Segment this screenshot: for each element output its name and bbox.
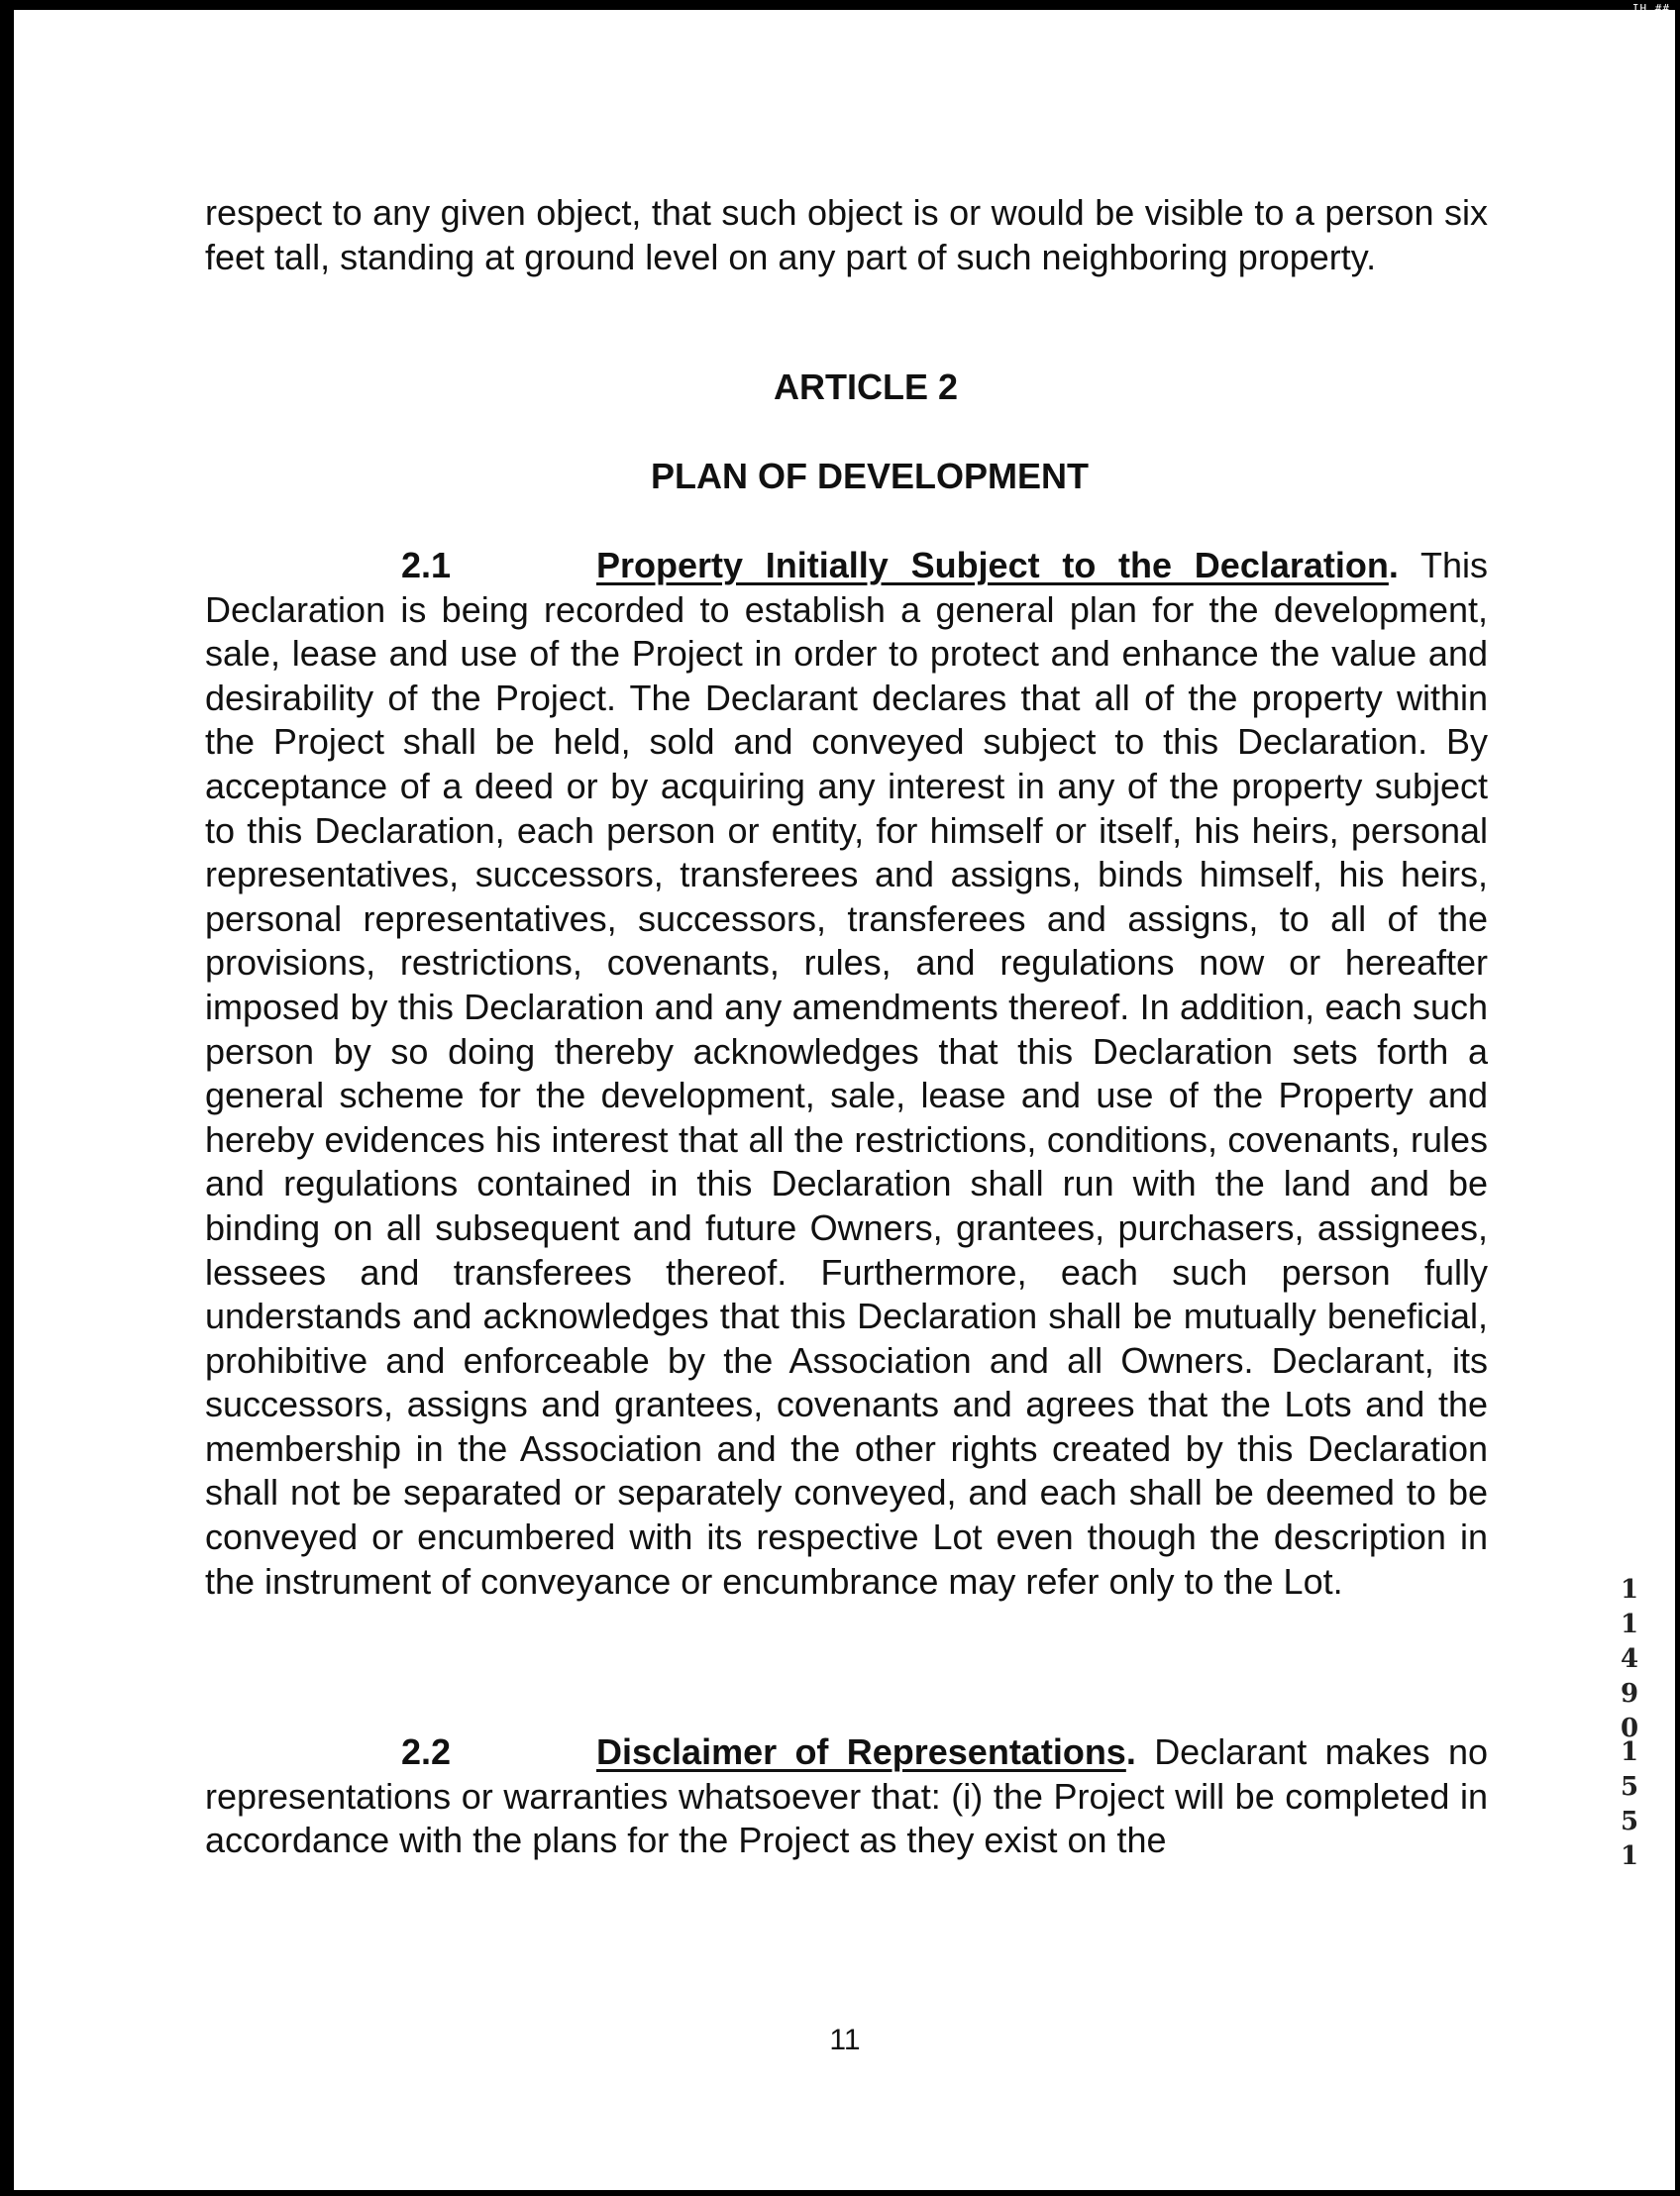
margin-stamp-upper bbox=[1615, 1573, 1644, 1746]
margin-stamp-lower bbox=[1615, 1735, 1644, 1874]
scan-edge-left bbox=[0, 0, 14, 2196]
stamp-digit: 5 bbox=[1620, 1807, 1639, 1836]
section-2-1: 2.1 Property Initially Subject to the Declaration. This Declaration is being recorded to establish a general plan for the development, sale, lease and use of the Project in order to protect and enhance the value and desirability of the Project. The Declarant declares that all of the property within the Project shall be held, sold and conveyed subject to this Declaration. By acceptance of a deed or by acquiring any interest in any of the property subject to this Declaration, each person or entity, for himself or itself, his heirs, personal representatives, successors, transferees and assigns, binds himself, his heirs, personal representatives, successors, transferees and assigns, to all of the provisions, restrictions, covenants, rules, and regulations now or hereafter imposed by this Declaration and any amendments thereof. In addition, each such person by so doing thereby acknowledges that this Declaration sets forth a general scheme for the development, sale, lease and use of the Property and hereby evidences his interest that all the restrictions, conditions, covenants, rules and regulations contained in this Declaration shall run with the land and be binding on all subsequent and future Owners, grantees, purchasers, assignees, lessees and transferees thereof. Furthermore, each such person fully understands and acknowledges that this Declaration shall be mutually beneficial, prohibitive and enforceable by the Association and all Owners. Declarant, its successors, assigns and grantees, covenants and agrees that the Lots and the membership in the Association and the other rights created by this Declaration shall not be separated or separately conveyed, and each shall be deemed to be conveyed or encumbered with its respective Lot even though the description in the instrument of conveyance or encumbrance may refer only to the Lot. bbox=[205, 545, 1488, 1602]
scan-edge-bottom bbox=[0, 2190, 1680, 2196]
section-text: This Declaration is being recorded to establish a general plan for the development, sale, lease and use of the Project in order to protect and enhance the value and desirability of the Project. The Declarant declares that all of the property within the Project shall be held, sold and conveyed subject to this Declaration. By acceptance of a deed or by acquiring any interest in any of the property subject to this Declaration, each person or entity, for himself or itself, his heirs, personal representatives, successors, transferees and assigns, binds himself, his heirs, personal representatives, successors, transferees and assigns, to all of the provisions, restrictions, covenants, rules, and regulations now or hereafter imposed by this Declaration and any amendments thereof. In addition, each such person by so doing thereby acknowledges that this Declaration sets forth a general scheme for the development, sale, lease and use of the Property and hereby evidences his interest that all the restrictions, conditions, covenants, rules and regulations contained in this Declaration shall run with the land and be binding on all subsequent and future Owners, grantees, purchasers, assignees, lessees and transferees thereof. Furthermore, each such person fully understands and acknowledges that this Declaration shall be mutually beneficial, prohibitive and enforceable by the Association and all Owners. Declarant, its successors, assigns and grantees, covenants and agrees that the Lots and the membership in the Association and the other rights created by this Declaration shall not be separated or separately conveyed, and each shall be deemed to be conveyed or encumbered with its respective Lot even though the description in the instrument of conveyance or encumbrance may refer only to the Lot. bbox=[205, 545, 1488, 1602]
section-text: Declarant makes no representations or warranties whatsoever that: (i) the Project will be completed in accordance with the plans for the Project as they exist on the bbox=[205, 1731, 1488, 1861]
stamp-digit: 5 bbox=[1620, 1772, 1639, 1802]
scan-edge-right bbox=[1675, 0, 1680, 2196]
section-title: Disclaimer of Representations bbox=[596, 1731, 1126, 1772]
article-title: PLAN OF DEVELOPMENT bbox=[650, 456, 1090, 496]
stamp-digit: 0 bbox=[1620, 1714, 1639, 1743]
section-number: 2.1 bbox=[401, 545, 452, 585]
opening-paragraph: respect to any given object, that such object is or would be visible to a person six feet tall, standing at ground level on any part of such neighboring property. bbox=[205, 192, 1488, 277]
section-2-2: 2.2 Disclaimer of Representations. Declarant makes no representations or warranties whatsoever that: (i) the Project will be completed in accordance with the plans for the Project as they exist on the bbox=[205, 1731, 1488, 1861]
stamp-digit: 1 bbox=[1620, 1575, 1639, 1605]
stamp-digit: 1 bbox=[1620, 1610, 1639, 1639]
section-title: Property Initially Subject to the Declaration bbox=[596, 545, 1389, 585]
stamp-digit: 1 bbox=[1620, 1841, 1639, 1871]
scan-edge-top bbox=[0, 0, 1680, 10]
stamp-digit: 1 bbox=[1620, 1737, 1639, 1767]
stamp-digit: 9 bbox=[1620, 1679, 1639, 1709]
page-number: 11 bbox=[829, 2024, 861, 2056]
stamp-digit: 4 bbox=[1620, 1644, 1639, 1674]
article-heading: ARTICLE 2 bbox=[773, 366, 958, 407]
scan-corner-mark: IH ## bbox=[1631, 2, 1670, 15]
section-number: 2.2 bbox=[401, 1731, 452, 1772]
